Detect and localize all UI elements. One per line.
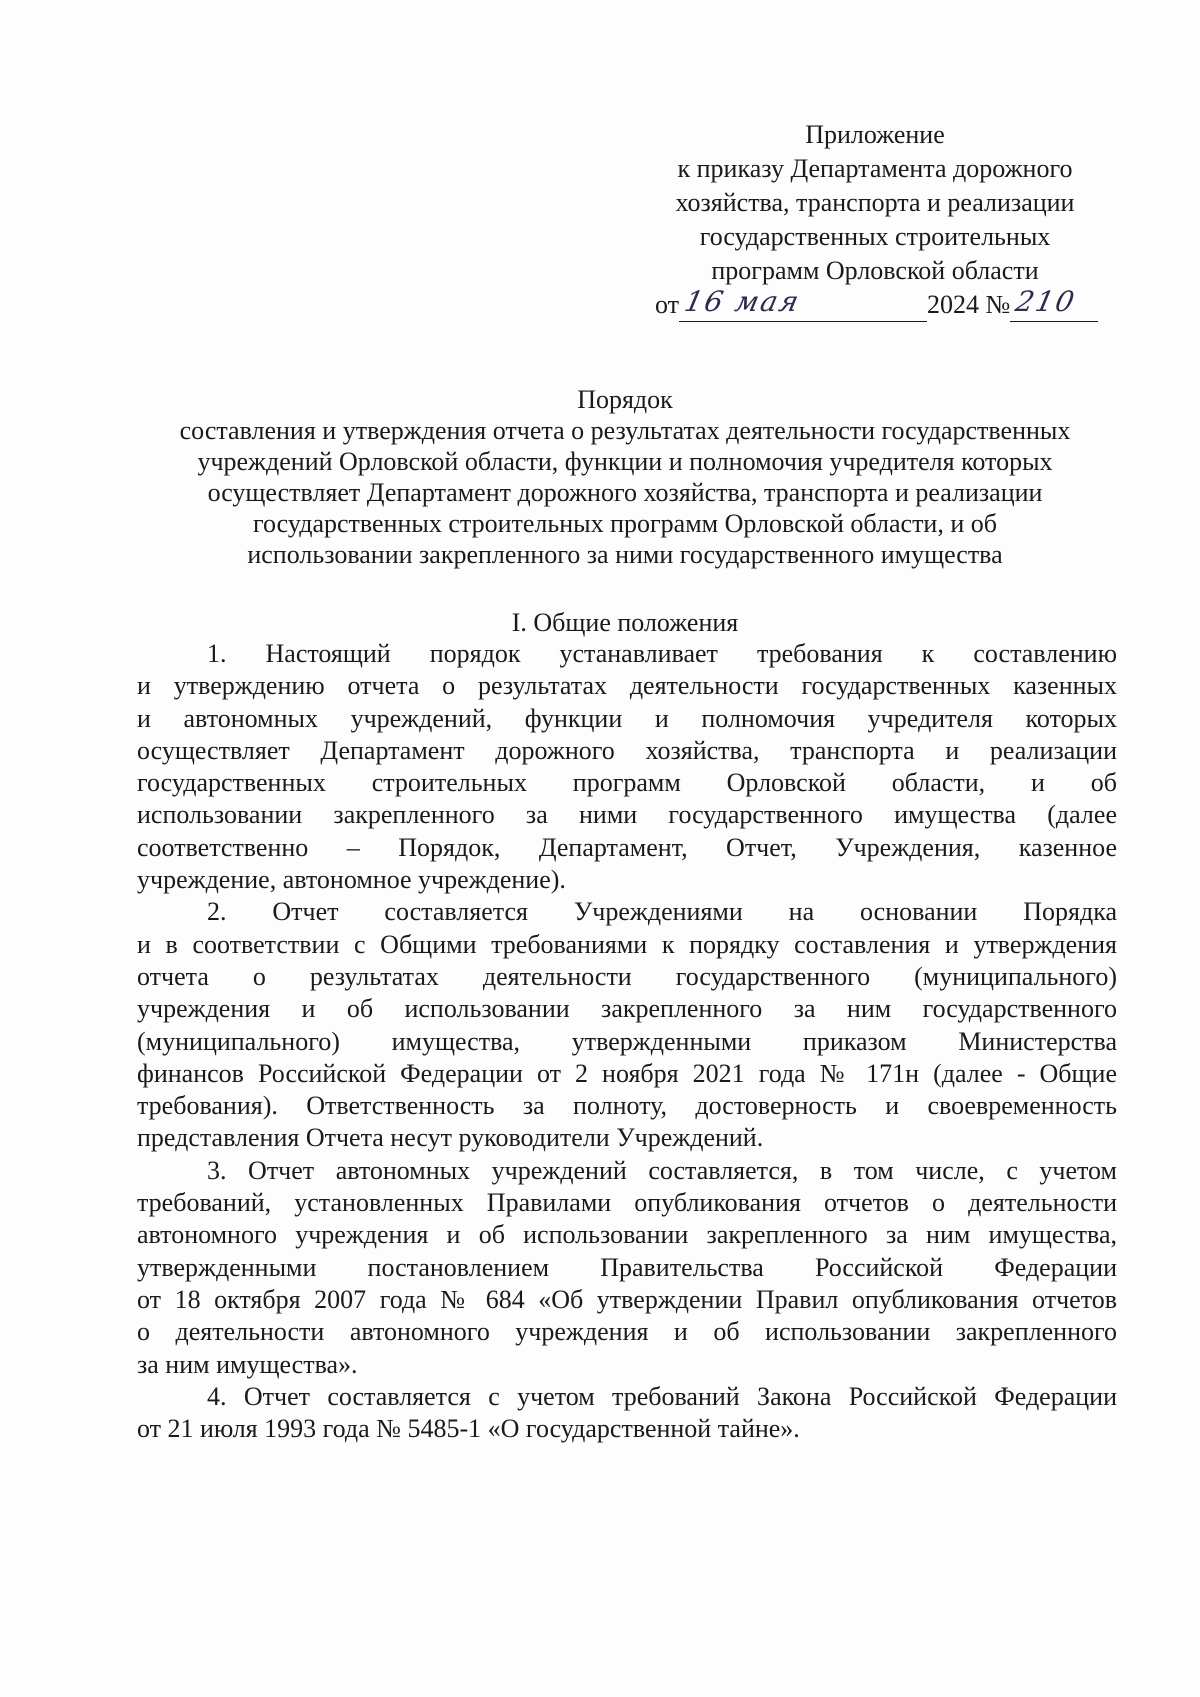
paragraph-4 bbox=[137, 1381, 1117, 1446]
section-title: I. Общие положения bbox=[511, 608, 739, 637]
text-line: представления Отчета несут руководители Учреждений. bbox=[137, 1123, 764, 1153]
title-heading: Порядок bbox=[577, 385, 673, 414]
paragraph-3 bbox=[137, 1155, 1117, 1381]
appendix-line: программ Орловской области bbox=[711, 256, 1039, 285]
title-line: осуществляет Департамент дорожного хозяйства, транспорта и реализации bbox=[207, 478, 1043, 507]
title-line: учреждений Орловской области, функции и полномочия учредителя которых bbox=[197, 447, 1053, 476]
appendix-line: государственных строительных bbox=[699, 222, 1051, 251]
text-line: отчета о результатах деятельности государственного (муниципального) bbox=[137, 961, 1117, 991]
text-line: от 18 октября 2007 года № 684 «Об утверждении Правил опубликования отчетов bbox=[137, 1284, 1117, 1314]
appendix-line: хозяйства, транспорта и реализации bbox=[675, 188, 1075, 217]
text-line: от 21 июля 1993 года № 5485-1 «О государственной тайне». bbox=[137, 1414, 800, 1444]
year-label: 2024 № bbox=[927, 290, 1011, 319]
appendix-block bbox=[640, 118, 1110, 322]
date-blank bbox=[679, 285, 927, 322]
document-body bbox=[137, 638, 1117, 1445]
text-line: и автономных учреждений, функции и полномочия учредителя которых bbox=[137, 703, 1117, 733]
text-line: 3. Отчет автономных учреждений составляется, в том числе, с учетом bbox=[207, 1155, 1117, 1185]
text-line: требования). Ответственность за полноту, достоверность и своевременность bbox=[137, 1091, 1117, 1121]
text-line: использовании закрепленного за ними государственного имущества (далее bbox=[137, 800, 1117, 830]
text-line: соответственно – Порядок, Департамент, Отчет, Учреждения, казенное bbox=[137, 832, 1117, 862]
text-line: финансов Российской Федерации от 2 ноября 2021 года № 171н (далее - Общие bbox=[137, 1058, 1117, 1088]
handwritten-date: 16 мая bbox=[681, 285, 804, 318]
text-line: осуществляет Департамент дорожного хозяйства, транспорта и реализации bbox=[137, 735, 1117, 765]
appendix-line: Приложение bbox=[805, 120, 945, 149]
text-line: учреждение, автономное учреждение). bbox=[137, 865, 566, 895]
appendix-line: к приказу Департамента дорожного bbox=[677, 154, 1073, 183]
text-line: (муниципального) имущества, утвержденными приказом Министерства bbox=[137, 1026, 1117, 1056]
number-blank bbox=[1010, 285, 1098, 322]
text-line: 1. Настоящий порядок устанавливает требования к составлению bbox=[207, 639, 1117, 668]
text-line: государственных строительных программ Орловской области, и об bbox=[137, 768, 1117, 798]
handwritten-number: 210 bbox=[1012, 285, 1080, 318]
text-line: и утверждению отчета о результатах деятельности государственных казенных bbox=[137, 671, 1117, 701]
document-title bbox=[130, 384, 1120, 570]
text-line: 4. Отчет составляется с учетом требований Закона Российской Федерации bbox=[207, 1381, 1117, 1411]
title-line: использовании закрепленного за ними государственного имущества bbox=[247, 540, 1003, 569]
title-line: составления и утверждения отчета о результатах деятельности государственных bbox=[179, 416, 1071, 445]
date-prefix: от bbox=[655, 290, 680, 319]
text-line: утвержденными постановлением Правительства Российской Федерации bbox=[137, 1252, 1117, 1282]
order-date-line bbox=[640, 285, 1110, 322]
text-line: автономного учреждения и об использовании закрепленного за ним имущества, bbox=[137, 1220, 1117, 1250]
paragraph-1 bbox=[137, 638, 1117, 896]
paragraph-2 bbox=[137, 896, 1117, 1154]
text-line: и в соответствии с Общими требованиями к порядку составления и утверждения bbox=[137, 929, 1117, 959]
text-line: о деятельности автономного учреждения и об использовании закрепленного bbox=[137, 1317, 1117, 1347]
title-line: государственных строительных программ Орловской области, и об bbox=[253, 509, 997, 538]
text-line: за ним имущества». bbox=[137, 1349, 358, 1379]
text-line: учреждения и об использовании закрепленного за ним государственного bbox=[137, 994, 1117, 1024]
text-line: 2. Отчет составляется Учреждениями на основании Порядка bbox=[207, 897, 1117, 927]
text-line: требований, установленных Правилами опубликования отчетов о деятельности bbox=[137, 1188, 1117, 1218]
